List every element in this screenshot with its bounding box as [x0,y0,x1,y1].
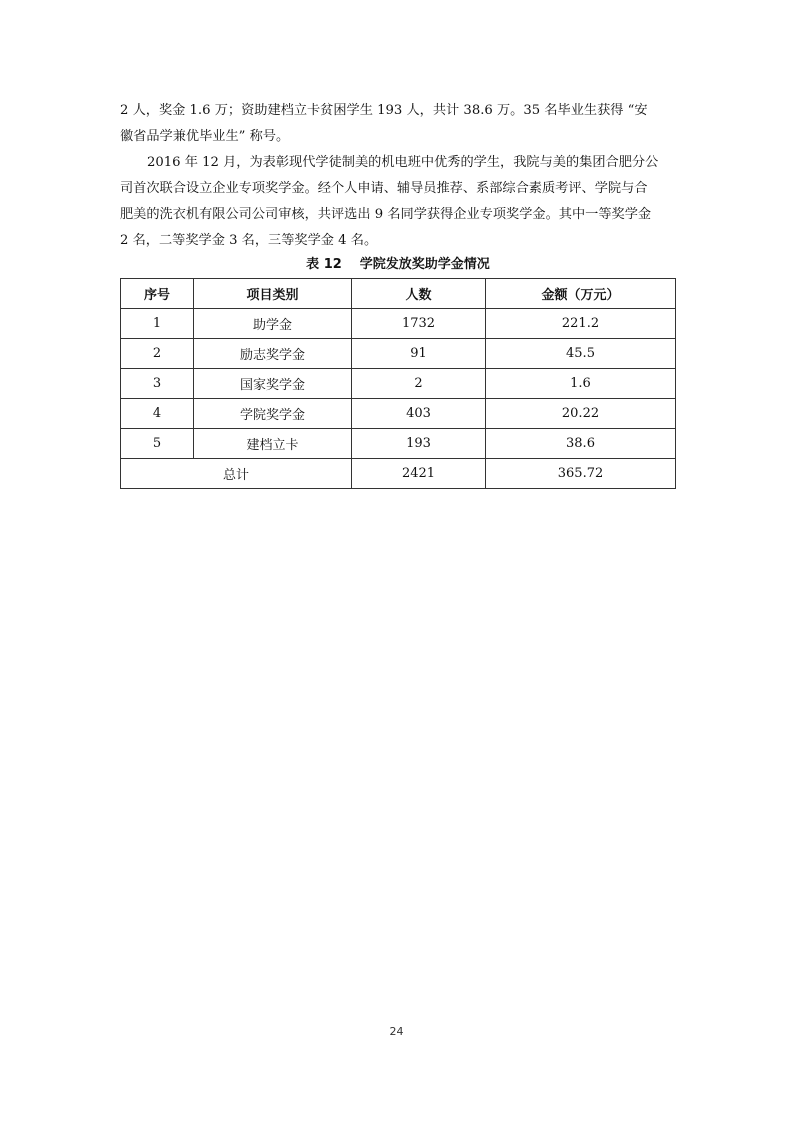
cell-amount: 1.6 [486,369,676,399]
header-amount: 金额（万元） [486,279,676,309]
table-header-row [121,279,676,309]
paragraph-line: 2 人，奖金 1.6 万；资助建档立卡贫困学生 193 人，共计 38.6 万。35 名毕业生获得 “安 [120,103,648,118]
paragraph-line: 司首次联合设立企业专项奖学金。经个人申请、辅导员推荐、系部综合素质考评、学院与合 [120,181,648,196]
table-caption-title: 学院发放奖助学金情况 [359,257,490,272]
cell-index: 4 [121,399,194,429]
paragraph-line: 2016 年 12 月，为表彰现代学徒制美的机电班中优秀的学生，我院与美的集团合肥分公 [147,155,659,170]
cell-total-label: 总计 [121,459,352,489]
cell-total-amount: 365.72 [486,459,676,489]
paragraph-line: 徽省品学兼优毕业生” 称号。 [120,129,290,144]
cell-index: 2 [121,339,194,369]
paragraph-enterprise-scholarship [120,150,676,254]
page-number: 24 [389,1025,404,1038]
cell-category: 助学金 [194,309,352,339]
table-row [121,369,676,399]
header-count: 人数 [352,279,486,309]
table-row [121,399,676,429]
header-index: 序号 [121,279,194,309]
cell-count: 403 [352,399,486,429]
paragraph-line: 2 名，二等奖学金 3 名，三等奖学金 4 名。 [120,233,378,248]
cell-amount: 221.2 [486,309,676,339]
cell-amount: 38.6 [486,429,676,459]
cell-amount: 20.22 [486,399,676,429]
cell-index: 1 [121,309,194,339]
table-row [121,309,676,339]
table-caption-number: 表 12 [306,257,342,272]
cell-amount: 45.5 [486,339,676,369]
table-total-row [121,459,676,489]
cell-index: 3 [121,369,194,399]
cell-count: 1732 [352,309,486,339]
table-row [121,339,676,369]
paragraph-line: 肥美的洗衣机有限公司公司审核，共评选出 9 名同学获得企业专项奖学金。其中一等奖学金 [120,207,652,222]
cell-category: 励志奖学金 [194,339,352,369]
cell-total-count: 2421 [352,459,486,489]
cell-count: 91 [352,339,486,369]
cell-category: 学院奖学金 [194,399,352,429]
cell-category: 国家奖学金 [194,369,352,399]
paragraph-scholarship-summary [120,98,676,150]
table-row [121,429,676,459]
cell-index: 5 [121,429,194,459]
header-category: 项目类别 [194,279,352,309]
table-caption [120,256,676,274]
cell-category: 建档立卡 [194,429,352,459]
cell-count: 193 [352,429,486,459]
cell-count: 2 [352,369,486,399]
scholarship-table [120,278,676,489]
